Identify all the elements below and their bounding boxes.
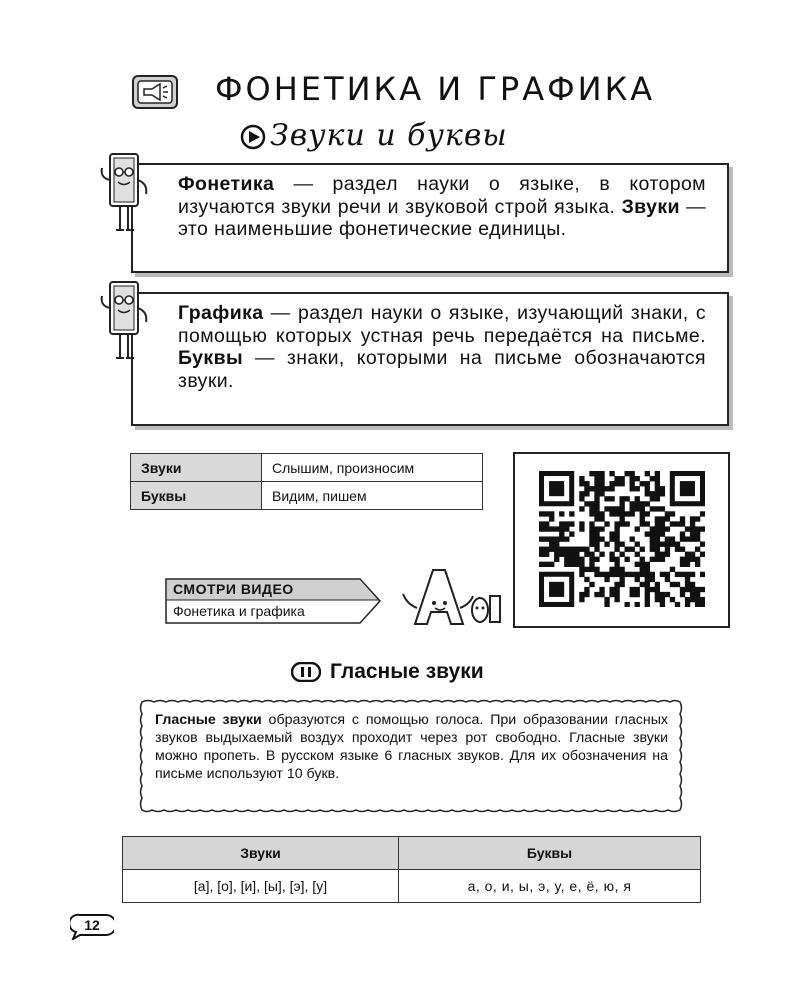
term-vowels: Гласные звуки xyxy=(155,712,262,728)
table-cell: [а], [о], [и], [ы], [э], [у] xyxy=(123,870,399,903)
page-number: 12 xyxy=(84,917,100,933)
vowel-definition-text: Гласные звуки образуются с помощью голоса. При образовании гласных звуков выдыхаемый воздух проходит через рот свободно. Гласные звуки можно пропеть. В русском языке 6 гласных звуков. Для их обозначения на письме используют 10 букв. xyxy=(155,712,669,782)
table-cell: а, о, и, ы, э, у, е, ё, ю, я xyxy=(399,870,701,903)
book-mascot-icon xyxy=(96,278,156,378)
term-graphics: Графика xyxy=(178,302,264,324)
definition-text-graphics: Графика — раздел науки о языке, изучающий знаки, с помощью которых устная речь передаётся на письме. Буквы — знаки, которыми на письме обозначаются звуки. xyxy=(178,302,706,392)
table-cell: Буквы xyxy=(131,482,262,510)
qr-code-icon[interactable] xyxy=(539,471,705,607)
watch-video-topic: Фонетика и графика xyxy=(173,603,305,619)
subtitle: Звуки и буквы xyxy=(270,118,508,153)
term-letters: Буквы xyxy=(178,347,244,369)
table-row xyxy=(131,482,483,510)
watch-video-title: СМОТРИ ВИДЕО xyxy=(173,581,294,597)
table-header-cell: Буквы xyxy=(399,837,701,870)
qr-code-box[interactable] xyxy=(513,452,730,628)
term-phonetics: Фонетика xyxy=(178,173,275,195)
page-number-badge xyxy=(70,912,114,940)
table-row xyxy=(123,870,701,903)
table-header-cell: Звуки xyxy=(123,837,399,870)
table-cell: Слышим, произносим xyxy=(262,454,483,482)
play-icon xyxy=(240,124,266,150)
table-header-row xyxy=(123,837,701,870)
watch-video-label[interactable] xyxy=(165,578,365,622)
vowel-table xyxy=(122,836,701,903)
letter-characters-icon xyxy=(395,568,510,633)
book-mascot-icon xyxy=(96,150,156,250)
table-cell: Звуки xyxy=(131,454,262,482)
sound-icon xyxy=(291,662,321,687)
definition-text-phonetics: Фонетика — раздел науки о языке, в котором изучаются звуки речи и звуковой строй языка. Звуки — это наименьшие фонетические единицы. xyxy=(178,173,707,240)
compare-table xyxy=(130,453,483,510)
section-heading-vowels: Гласные звуки xyxy=(330,660,484,683)
table-cell: Видим, пишем xyxy=(262,482,483,510)
table-row xyxy=(131,454,483,482)
page-title: ФОНЕТИКА И ГРАФИКА xyxy=(215,70,656,108)
megaphone-icon xyxy=(132,75,178,109)
term-sounds: Звуки xyxy=(621,195,680,218)
